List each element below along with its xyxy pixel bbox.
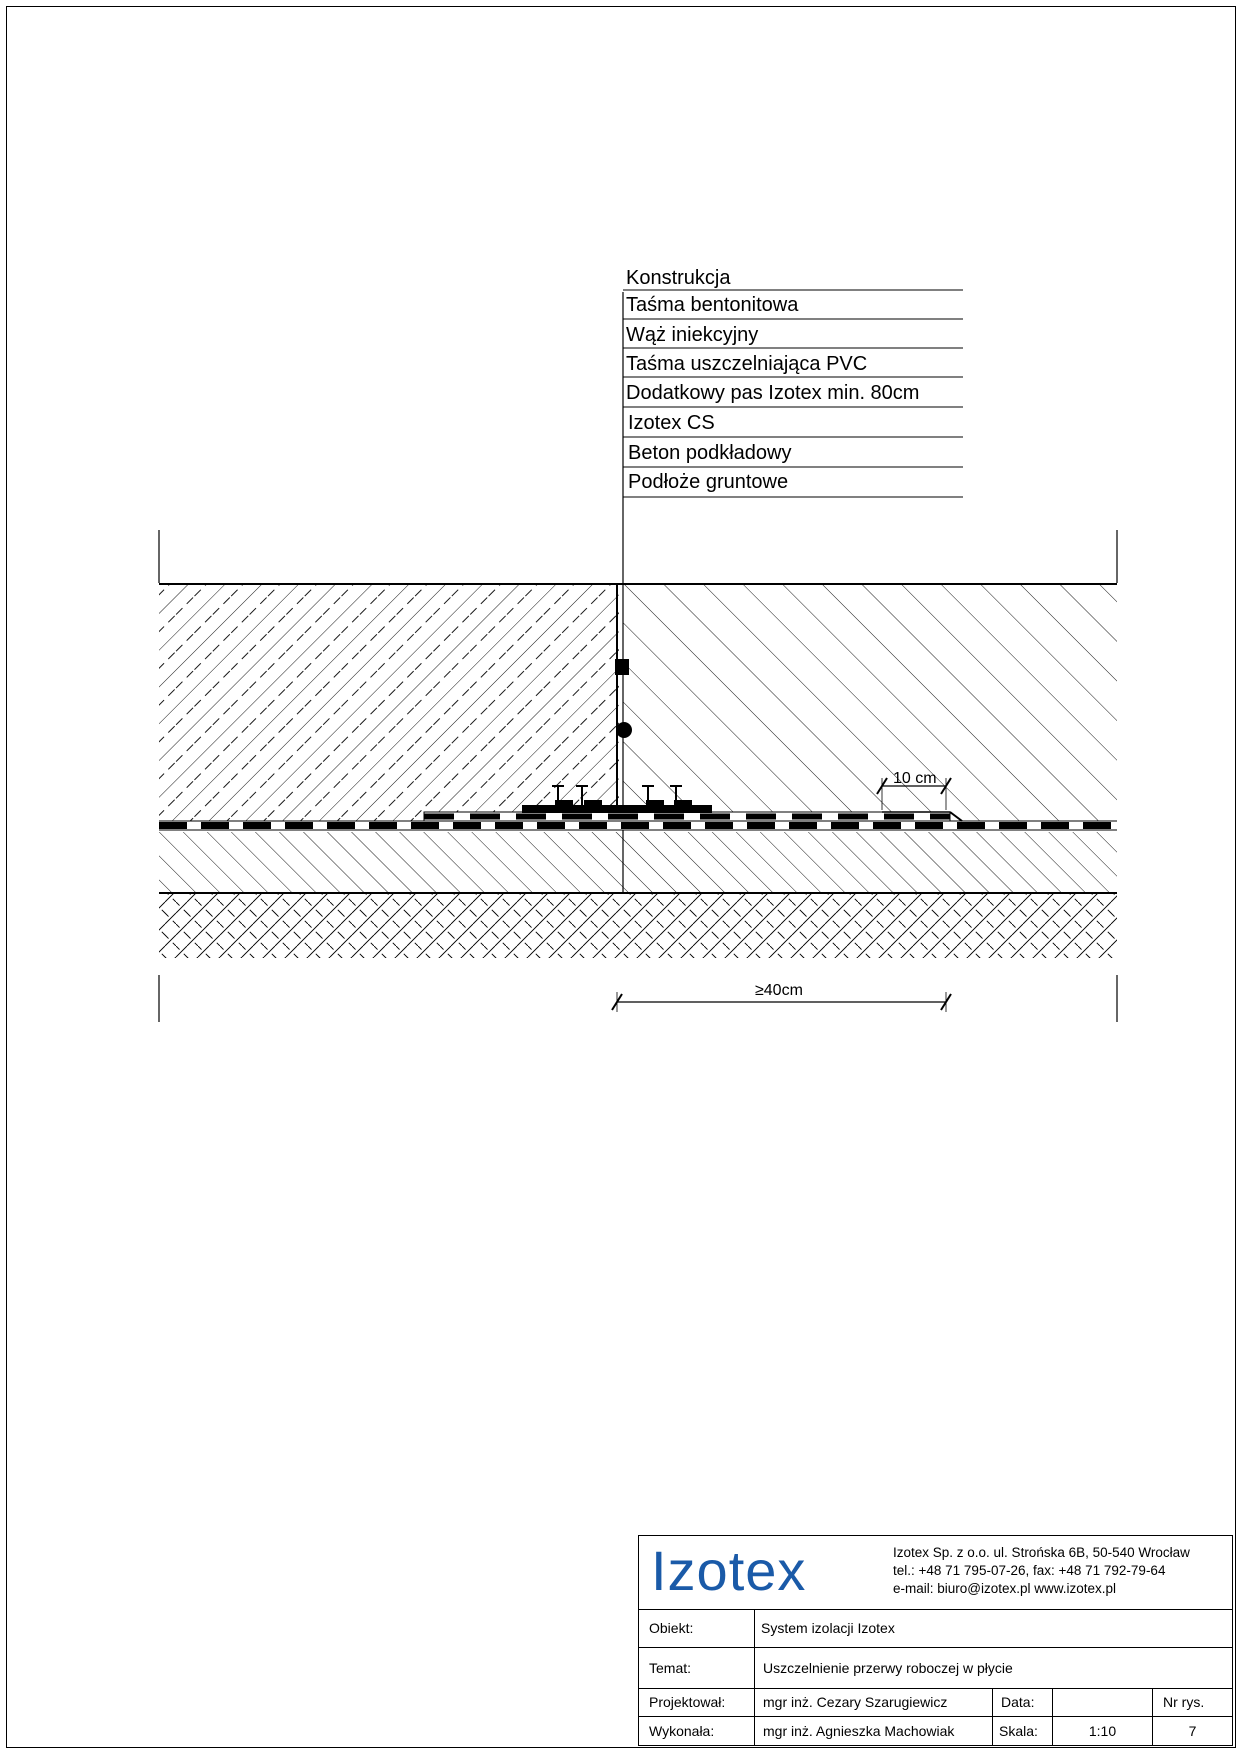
concrete-slab-left	[159, 584, 619, 824]
designed-label: Projektował:	[649, 1694, 726, 1710]
logo-text: Izotex	[651, 1542, 807, 1598]
scale-value: 1:10	[1052, 1716, 1152, 1745]
row-topic	[639, 1647, 1232, 1689]
legend-podloze-gruntowe: Podłoże gruntowe	[628, 471, 789, 493]
company-address: Izotex Sp. z o.o. ul. Strońska 6B, 50-540 Wrocław	[893, 1545, 1190, 1560]
legend-beton-podkladowy: Beton podkładowy	[628, 442, 792, 464]
object-label: Obiekt:	[649, 1620, 694, 1636]
legend-waz-iniekcyjny: Wąż iniekcyjny	[626, 324, 759, 346]
injection-hose	[616, 722, 632, 738]
designed-value: mgr inż. Cezary Szarugiewicz	[754, 1688, 992, 1716]
drawing-no-value: 7	[1152, 1716, 1232, 1745]
made-value: mgr inż. Agnieszka Machowiak	[754, 1716, 992, 1745]
company-phone: tel.: +48 71 795-07-26, fax: +48 71 792-79-64	[893, 1563, 1166, 1578]
company-info	[893, 1544, 1190, 1598]
legend-dodatkowy-pas: Dodatkowy pas Izotex min. 80cm	[626, 382, 920, 404]
topic-value: Uszczelnienie przerwy roboczej w płycie	[754, 1647, 1232, 1688]
additional-izotex-strip	[424, 812, 962, 821]
title-block	[638, 1535, 1233, 1746]
dimension-overlap-label: 10 cm	[893, 770, 937, 787]
legend-konstrukcja: Konstrukcja	[626, 267, 731, 289]
subgrade-soil	[159, 894, 1117, 958]
dimension-width	[612, 982, 951, 1012]
scale-label: Skala:	[992, 1716, 1052, 1745]
legend-tasma-bentonitowa: Taśma bentonitowa	[626, 294, 799, 316]
topic-label: Temat:	[649, 1659, 692, 1676]
izotex-cs-membrane	[159, 821, 1117, 830]
made-label: Wykonała:	[649, 1722, 715, 1739]
legend-tasma-pvc: Taśma uszczelniająca PVC	[626, 353, 868, 375]
dimension-width-label: ≥40cm	[755, 982, 803, 999]
row-object	[639, 1609, 1232, 1648]
object-value: System izolacji Izotex	[754, 1609, 1232, 1647]
row-designed	[639, 1688, 1232, 1717]
date-label: Data:	[992, 1688, 1052, 1716]
date-value	[1052, 1688, 1152, 1716]
company-email: e-mail: biuro@izotex.pl www.izotex.pl	[893, 1581, 1117, 1596]
izotex-logo	[649, 1542, 874, 1598]
row-made	[639, 1716, 1232, 1745]
drawing-no-label: Nr rys.	[1152, 1688, 1232, 1716]
concrete-slab-right	[623, 584, 1117, 824]
lean-concrete	[159, 832, 1117, 892]
bentonite-tape	[615, 659, 629, 675]
legend-izotex-cs: Izotex CS	[628, 412, 715, 434]
title-block-header	[639, 1536, 1232, 1610]
